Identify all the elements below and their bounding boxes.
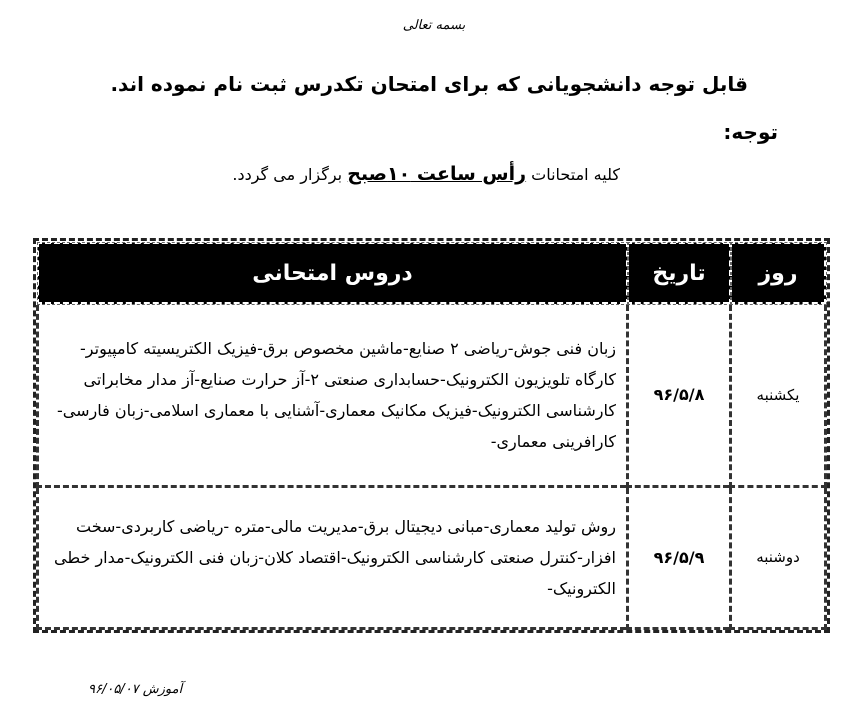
footer-signature: آموزش ۹۶/۰۵/۰۷ (88, 682, 183, 697)
exam-schedule-table (33, 238, 830, 633)
row-day: دوشنبه (731, 486, 826, 628)
announcement-title: قابل توجه دانشجویانی که برای امتحان تکدرس ثبت نام نموده اند. (110, 72, 748, 96)
row-courses: روش تولید معماری-مبانی دیجیتال برق-مدیریت مالی-متره -ریاضی کاربردی-سخت افزار-کنترل صنعتی کارشناسی الکترونیک-اقتصاد کلان-زبان فنی الکترونیک-مدار خطی الکترونیک- (38, 486, 628, 628)
row-date: ۹۶/۵/۸ (628, 304, 731, 487)
row-courses: زبان فنی جوش-ریاضی ۲ صنایع-ماشین مخصوص برق-فیزیک الکتریسیته کامپیوتر-کارگاه تلویزیون الکترونیک-حسابداری صنعتی ۲-آز حرارت صنایع-آز مدار مخابراتی کارشناسی الکترونیک-فیزیک مکانیک معماری-آشنایی با معماری اسلامی-زبان فارسی-کارافرینی معماری- (38, 304, 628, 487)
table-header-row (38, 243, 826, 304)
note-label: توجه: (723, 120, 778, 144)
bismillah-heading: بسمه تعالی (402, 18, 466, 33)
table-row (38, 304, 826, 487)
row-day: یکشنبه (731, 304, 826, 487)
table-row (38, 486, 826, 628)
header-day: روز (731, 243, 826, 304)
row-date: ۹۶/۵/۹ (628, 486, 731, 628)
exam-time-highlight: رأس ساعت ۱۰صبح (347, 163, 527, 185)
header-courses: دروس امتحانی (38, 243, 628, 304)
exam-time-notice (232, 163, 620, 185)
exam-time-suffix: برگزار می گردد. (232, 165, 343, 184)
exam-time-prefix: کلیه امتحانات (531, 165, 620, 184)
header-date: تاریخ (628, 243, 731, 304)
